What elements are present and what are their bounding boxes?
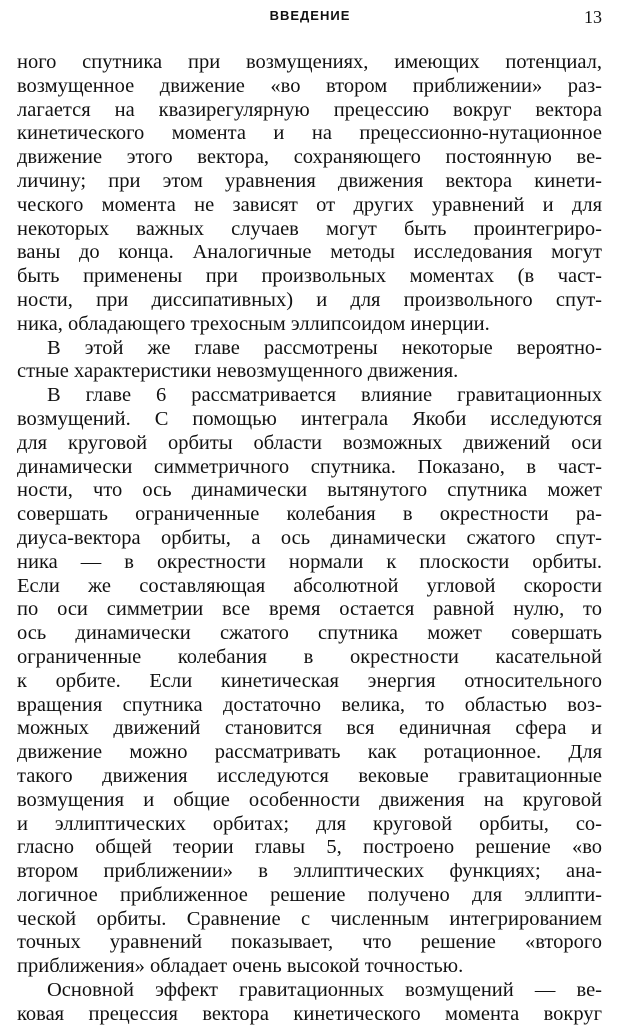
text-line: стные характеристики невозмущенного движения. (17, 360, 459, 383)
text-line: такого движения исследуются вековые гравитационные (17, 764, 602, 787)
text-line: для круговой орбиты области возможных движений оси (17, 431, 602, 454)
text-line: совершать ограниченные колебания в окрестности ра- (17, 503, 602, 526)
text-line: ности, что ось динамически вытянутого спутника может (17, 479, 602, 502)
text-line: Если же составляющая абсолютной угловой скорости (17, 574, 602, 597)
text-line: и эллиптических орбитах; для круговой орбиты, со- (17, 812, 602, 835)
text-line: кинетического момента и на прецессионно-нутационное (17, 122, 602, 145)
text-line: ограниченные колебания в окрестности касательной (17, 645, 602, 668)
text-line: ческого момента не зависят от других уравнений и для (17, 193, 602, 216)
text-line: ности, при диссипативных) и для произвольного спут- (17, 288, 602, 311)
text-line: логичное приближенное решение получено для эллипти- (17, 883, 602, 906)
text-line: точных уравнений показывает, что решение «второго (17, 931, 602, 954)
paragraph-first-line: Основной эффект гравитационных возмущений — ве- (47, 979, 602, 1002)
text-line: быть применены при произвольных моментах (в част- (17, 265, 602, 288)
text-line: движение можно рассматривать как ротационное. Для (17, 741, 602, 764)
text-line: возмущений. С помощью интеграла Якоби исследуются (17, 407, 602, 430)
text-line: ваны до конца. Аналогичные методы исследования могут (17, 241, 602, 264)
text-line: гласно общей теории главы 5, построено решение «во (17, 836, 602, 859)
text-line: лагается на квазирегулярную прецессию вокруг вектора (17, 98, 602, 121)
text-line: возмущения и общие особенности движения на круговой (17, 788, 602, 811)
paragraph-first-line: В этой же главе рассмотрены некоторые вероятно- (47, 336, 602, 359)
running-head (0, 8, 620, 28)
text-line: движение этого вектора, сохраняющего постоянную ве- (17, 146, 602, 169)
text-line: личину; при этом уравнения движения вектора кинети- (17, 169, 602, 192)
body-text (17, 51, 602, 1027)
text-line: ось динамически сжатого спутника может совершать (17, 622, 602, 645)
text-line: приближения» обладает очень высокой точностью. (17, 955, 464, 978)
text-line: по оси симметрии все время остается равной нулю, то (17, 598, 602, 621)
text-line: можных движений становится вся единичная сфера и (17, 717, 602, 740)
text-line: втором приближении» в эллиптических функциях; ана- (17, 860, 602, 883)
text-line: некоторых важных случаев могут быть проинтегриро- (17, 217, 602, 240)
page-number: 13 (584, 7, 602, 27)
text-line: диуса-вектора орбиты, а ось динамически сжатого спут- (17, 526, 602, 549)
text-line: вращения спутника достаточно велика, то областью воз- (17, 693, 602, 716)
running-title: ВВЕДЕНИЕ (269, 8, 351, 23)
text-line: динамически симметричного спутника. Показано, в част- (17, 455, 602, 478)
text-line: к орбите. Если кинетическая энергия относительного (17, 669, 602, 692)
text-line: ника — в окрестности нормали к плоскости орбиты. (17, 550, 602, 573)
text-line: ковая прецессия вектора кинетического момента вокруг (17, 1002, 602, 1025)
text-line: ного спутника при возмущениях, имеющих потенциал, (17, 51, 602, 73)
text-line: ника, обладающего трехосным эллипсоидом инерции. (17, 312, 490, 335)
text-line: возмущенное движение «во втором приближении» раз- (17, 74, 602, 97)
paragraph-first-line: В главе 6 рассматривается влияние гравитационных (47, 384, 602, 407)
text-line: ческой орбиты. Сравнение с численным интегрированием (17, 907, 602, 930)
